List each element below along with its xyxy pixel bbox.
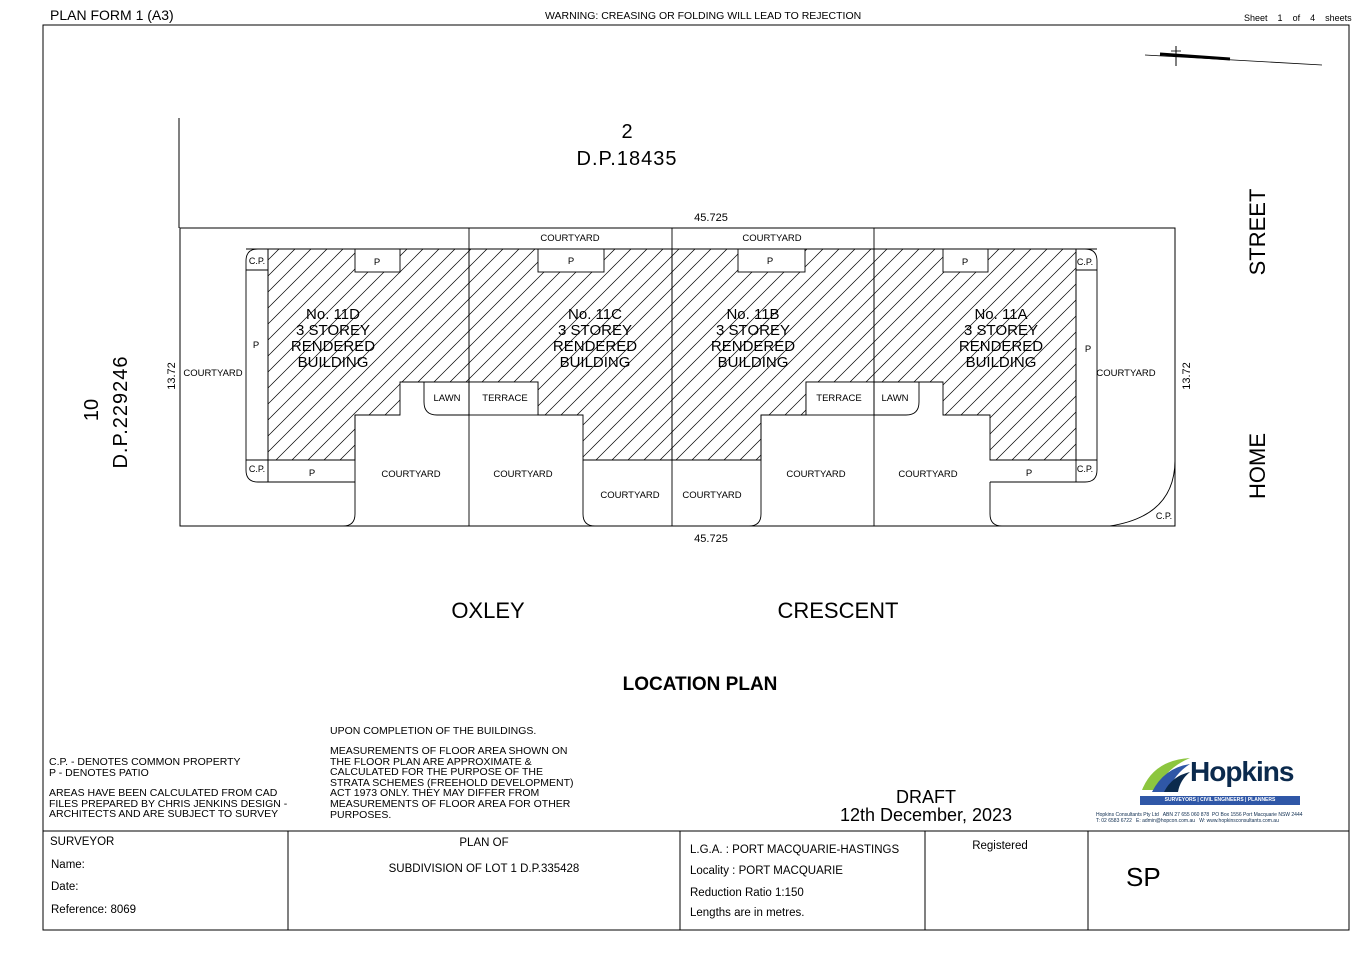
- street-name-south-right: CRESCENT: [777, 598, 899, 623]
- warning-text: WARNING: CREASING OR FOLDING WILL LEAD TO REJECTION: [545, 10, 862, 22]
- label-patio-11d-top: P: [373, 257, 381, 268]
- measurements-note: MEASUREMENTS OF FLOOR AREA SHOWN ON THE FLOOR PLAN ARE APPROXIMATE & CALCULATED FOR THE PURPOSE OF THE STRATA SCHEMES (FREEHOLD DEVELOPMENT) ACT 1973 ONLY. THEY MAY DIFFER FROM MEASUREMENTS OF FLOOR AREA FOR OTHER PURPOSES.: [330, 745, 574, 821]
- label-patio-11a-bottom: P: [1025, 468, 1033, 479]
- logo-tagline: SURVEYORS | CIVIL ENGINEERS | PLANNERS: [1140, 796, 1300, 805]
- label-patio-11c-top: P: [567, 256, 575, 267]
- subdivision-label: SUBDIVISION OF LOT 1 D.P.335428: [388, 863, 580, 875]
- building-11c-storey: 3 STOREY: [558, 322, 632, 339]
- reference-label: Reference: 8069: [51, 904, 137, 916]
- dim-right: 13.72: [1181, 362, 1193, 390]
- label-terrace-11c: TERRACE: [482, 393, 528, 404]
- label-lawn-11d: LAWN: [433, 393, 461, 404]
- label-patio-11d-bottom: P: [308, 468, 316, 479]
- label-patio-west: P: [252, 340, 260, 351]
- building-11b-storey: 3 STOREY: [716, 322, 790, 339]
- building-11a-rendered: RENDERED: [958, 338, 1044, 355]
- date-label: Date:: [51, 881, 79, 893]
- north-lot-number: 2: [621, 121, 633, 143]
- label-cp-ne: C.P.: [1076, 257, 1094, 267]
- label-courtyard-11d-bottom: COURTYARD: [381, 469, 441, 480]
- name-label: Name:: [51, 859, 85, 871]
- plan-form-label: PLAN FORM 1 (A3): [50, 7, 174, 23]
- plan-of-label: PLAN OF: [459, 837, 509, 849]
- draft-stamp: [826, 788, 1026, 824]
- locality-label: Locality : PORT MACQUARIE: [690, 865, 843, 877]
- building-11b-number: No. 11B: [726, 306, 780, 323]
- building-11a-storey: 3 STOREY: [964, 322, 1038, 339]
- reduction-ratio-label: Reduction Ratio 1:150: [690, 887, 804, 899]
- draft-word: DRAFT: [896, 787, 956, 807]
- building-11c-number: No. 11C: [568, 306, 622, 323]
- of-word: of: [1292, 13, 1301, 23]
- hopkins-logo: [1096, 752, 1346, 828]
- draft-date: 12th December, 2023: [839, 805, 1013, 825]
- lga-label: L.G.A. : PORT MACQUARIE-HASTINGS: [690, 844, 900, 856]
- label-courtyard-11a-bottom: COURTYARD: [898, 469, 958, 480]
- label-cp-se: C.P.: [1076, 464, 1094, 474]
- sheet-word: Sheet: [1244, 13, 1268, 23]
- label-patio-11b-top: P: [766, 256, 774, 267]
- label-patio-east: P: [1084, 344, 1092, 355]
- building-11c-building: BUILDING: [559, 354, 631, 371]
- dim-left: 13.72: [166, 362, 178, 390]
- label-cp-nw: C.P.: [248, 256, 266, 266]
- west-lot-number: 10: [81, 398, 103, 422]
- label-courtyard-11c-top: COURTYARD: [540, 233, 600, 244]
- street-name-east-upper: STREET: [1245, 188, 1270, 276]
- building-11c-rendered: RENDERED: [552, 338, 638, 355]
- plan-title: LOCATION PLAN: [622, 674, 778, 695]
- surveyor-label: SURVEYOR: [50, 836, 115, 848]
- label-courtyard-11c-bottom: COURTYARD: [493, 469, 553, 480]
- sheet-total: 4: [1310, 13, 1316, 23]
- areas-note: AREAS HAVE BEEN CALCULATED FROM CAD FILES PREPARED BY CHRIS JENKINS DESIGN - ARCHITECTS AND ARE SUBJECT TO SURVEY: [49, 787, 288, 821]
- west-lot-dp: D.P.229246: [110, 355, 132, 469]
- building-11a-building: BUILDING: [965, 354, 1037, 371]
- logo-contact: Hopkins Consultants Pty Ltd ABN 27 655 060 878 PO Box 1556 Port Macquarie NSW 2444 T: 02 6583 6722 E: admin@hopcon.com.au W: www.hopkinsconsultants.com.au: [1096, 812, 1303, 824]
- sp-label: SP: [1126, 862, 1161, 892]
- building-11d-storey: 3 STOREY: [296, 322, 370, 339]
- label-courtyard-west: COURTYARD: [183, 368, 243, 379]
- street-name-east-lower: HOME: [1245, 433, 1270, 499]
- building-11d-rendered: RENDERED: [290, 338, 376, 355]
- legend-note: C.P. - DENOTES COMMON PROPERTY P - DENOTES PATIO: [49, 756, 241, 779]
- label-courtyard-east: COURTYARD: [1096, 368, 1156, 379]
- dim-bottom: 45.725: [694, 533, 728, 545]
- building-11b-building: BUILDING: [717, 354, 789, 371]
- street-name-south-left: OXLEY: [451, 598, 525, 623]
- label-lawn-11a: LAWN: [881, 393, 909, 404]
- label-terrace-11b: TERRACE: [816, 393, 862, 404]
- label-patio-11a-top: P: [961, 257, 969, 268]
- lengths-label: Lengths are in metres.: [690, 907, 805, 919]
- label-cp-sw: C.P.: [248, 464, 266, 474]
- building-11d-building: BUILDING: [297, 354, 369, 371]
- label-courtyard-11b-corner: COURTYARD: [682, 490, 742, 501]
- sheet-number: 1: [1277, 13, 1283, 23]
- label-courtyard-11c-corner: COURTYARD: [600, 490, 660, 501]
- building-11d-number: No. 11D: [306, 306, 360, 323]
- label-courtyard-11b-bottom: COURTYARD: [786, 469, 846, 480]
- north-lot-dp: D.P.18435: [576, 148, 678, 170]
- north-arrow-icon: [1145, 46, 1322, 66]
- label-courtyard-11b-top: COURTYARD: [742, 233, 802, 244]
- hopkins-swoosh-icon: [1140, 754, 1192, 794]
- logo-wordmark: Hopkins: [1190, 756, 1294, 787]
- label-cp-corner: C.P.: [1155, 511, 1173, 521]
- completion-note: UPON COMPLETION OF THE BUILDINGS.: [330, 725, 537, 737]
- building-11a-number: No. 11A: [974, 306, 1028, 323]
- sheets-word: sheets: [1325, 13, 1352, 23]
- registered-label: Registered: [972, 840, 1028, 852]
- dim-top: 45.725: [694, 212, 728, 224]
- building-11b-rendered: RENDERED: [710, 338, 796, 355]
